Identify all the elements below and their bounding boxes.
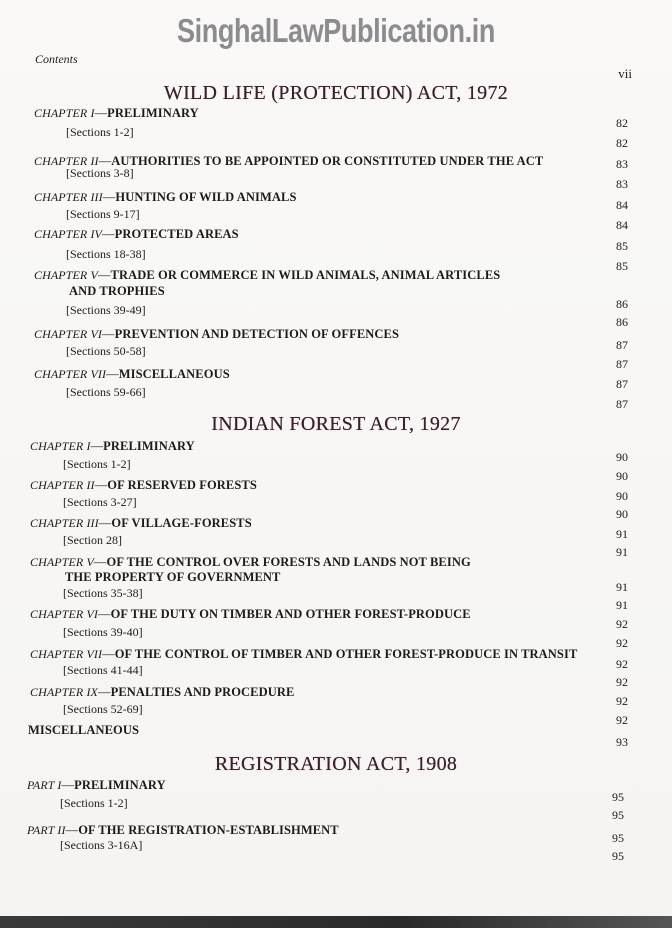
- act-title-wild-life: WILD LIFE (PROTECTION) ACT, 1972: [163, 82, 509, 104]
- page-number: 92: [616, 636, 628, 650]
- page-number: 91: [616, 527, 628, 541]
- chapter-title: AUTHORITIES TO BE APPOINTED OR CONSTITUTED UNDER THE ACT: [111, 154, 544, 168]
- chapter-title-continuation: [65, 570, 280, 585]
- chapter-title: PENALTIES AND PROCEDURE: [110, 685, 295, 699]
- toc-entry[interactable]: [30, 555, 471, 570]
- chapter-number: CHAPTER I: [34, 106, 95, 120]
- section-range: [Sections 35-38]: [63, 586, 143, 600]
- em-dash: —: [98, 154, 112, 168]
- em-dash: —: [65, 823, 79, 837]
- page-number: 82: [616, 136, 628, 150]
- toc-entry[interactable]: [30, 439, 195, 454]
- toc-entry[interactable]: [30, 516, 252, 531]
- chapter-title: MISCELLANEOUS: [28, 723, 140, 737]
- chapter-title-continuation: [69, 284, 165, 299]
- toc-entry[interactable]: [34, 190, 297, 205]
- chapter-title: TRADE OR COMMERCE IN WILD ANIMALS, ANIMAL ARTICLES: [110, 268, 501, 282]
- page-number: 87: [616, 377, 628, 391]
- section-range: [Sections 59-66]: [66, 385, 146, 399]
- toc-entry[interactable]: [30, 647, 577, 662]
- page-number: 92: [616, 675, 628, 689]
- scan-edge: [0, 916, 672, 928]
- chapter-number: CHAPTER VII: [30, 647, 103, 661]
- page-number: 90: [616, 469, 628, 483]
- page-number: 87: [616, 338, 628, 352]
- section-range: [Sections 52-69]: [63, 702, 143, 716]
- part-number: PART II: [27, 823, 66, 837]
- chapter-title: PRELIMINARY: [107, 106, 199, 120]
- act-title-registration: REGISTRATION ACT, 1908: [214, 753, 458, 775]
- part-number: PART I: [27, 778, 62, 792]
- page-number: 92: [616, 713, 628, 727]
- em-dash: —: [102, 190, 116, 204]
- chapter-number: CHAPTER VI: [34, 327, 102, 341]
- page-number: 95: [612, 831, 624, 845]
- section-range: [Sections 1-2]: [60, 796, 128, 810]
- chapter-title: OF THE CONTROL OF TIMBER AND OTHER FOREST-PRODUCE IN TRANSIT: [114, 647, 578, 661]
- toc-entry[interactable]: [27, 823, 339, 838]
- page-number: 90: [616, 507, 628, 521]
- section-range: [Sections 1-2]: [63, 457, 131, 471]
- section-range: [Sections 39-40]: [63, 625, 143, 639]
- em-dash: —: [106, 367, 119, 381]
- running-header: Contents: [35, 52, 78, 66]
- page-number: 83: [616, 157, 628, 171]
- em-dash: —: [98, 685, 111, 699]
- page-number: 86: [616, 297, 628, 311]
- em-dash: —: [90, 439, 104, 453]
- toc-entry[interactable]: [30, 607, 471, 622]
- section-range: [Sections 1-2]: [66, 125, 134, 139]
- em-dash: —: [102, 647, 115, 661]
- part-title: PRELIMINARY: [74, 778, 166, 792]
- chapter-title: PROTECTED AREAS: [114, 227, 239, 241]
- em-dash: —: [94, 106, 108, 120]
- em-dash: —: [97, 268, 111, 282]
- page-number: 92: [616, 617, 628, 631]
- toc-entry[interactable]: [34, 106, 199, 121]
- chapter-title: MISCELLANEOUS: [118, 367, 230, 381]
- em-dash: —: [102, 227, 115, 241]
- page-number: 86: [616, 315, 628, 329]
- chapter-title: OF THE DUTY ON TIMBER AND OTHER FOREST-PRODUCE: [110, 607, 471, 621]
- chapter-number: CHAPTER V: [30, 555, 94, 569]
- section-range: [Sections 39-49]: [66, 303, 146, 317]
- chapter-number: CHAPTER III: [30, 516, 99, 530]
- chapter-number: CHAPTER IV: [34, 227, 102, 241]
- chapter-number: CHAPTER VI: [30, 607, 98, 621]
- chapter-number: CHAPTER V: [34, 268, 98, 282]
- toc-entry[interactable]: [30, 685, 294, 700]
- page-number: 90: [616, 450, 628, 464]
- watermark: SinghalLawPublication.in: [177, 12, 495, 49]
- chapter-number: CHAPTER II: [30, 478, 95, 492]
- chapter-title: PRELIMINARY: [103, 439, 195, 453]
- section-range: [Sections 3-27]: [63, 495, 137, 509]
- chapter-number: CHAPTER VII: [34, 367, 107, 381]
- chapter-number: CHAPTER II: [34, 154, 99, 168]
- chapter-title: OF RESERVED FORESTS: [107, 478, 257, 492]
- chapter-number: CHAPTER IX: [30, 685, 98, 699]
- page-number: 84: [616, 218, 628, 232]
- chapter-title: HUNTING OF WILD ANIMALS: [115, 190, 297, 204]
- page-number: 87: [616, 397, 628, 411]
- section-range: [Sections 3-16A]: [60, 838, 143, 852]
- toc-entry[interactable]: [28, 723, 139, 738]
- page-number: 82: [616, 116, 628, 130]
- em-dash: —: [93, 555, 107, 569]
- page-number: 95: [612, 790, 624, 804]
- toc-entry[interactable]: [34, 327, 399, 342]
- page-number: 83: [616, 177, 628, 191]
- section-range: [Section 28]: [63, 533, 122, 547]
- toc-entry[interactable]: [34, 367, 230, 382]
- chapter-title: THE PROPERTY OF GOVERNMENT: [65, 570, 281, 584]
- page-number: 87: [616, 357, 628, 371]
- toc-entry[interactable]: [34, 268, 500, 283]
- toc-entry[interactable]: [34, 227, 239, 242]
- section-range: [Sections 50-58]: [66, 344, 146, 358]
- chapter-number: CHAPTER III: [34, 190, 103, 204]
- page-number-roman: vii: [618, 66, 632, 81]
- em-dash: —: [102, 327, 115, 341]
- em-dash: —: [94, 478, 108, 492]
- page-number: 91: [616, 598, 628, 612]
- section-range: [Sections 41-44]: [63, 663, 143, 677]
- chapter-title: OF THE CONTROL OVER FORESTS AND LANDS NOT BEING: [106, 555, 471, 569]
- page-number: 95: [612, 849, 624, 863]
- page-number: 91: [616, 580, 628, 594]
- page-number: 91: [616, 545, 628, 559]
- page-number: 95: [612, 808, 624, 822]
- page-number: 90: [616, 489, 628, 503]
- chapter-title: PREVENTION AND DETECTION OF OFFENCES: [114, 327, 400, 341]
- chapter-title: OF VILLAGE-FORESTS: [111, 516, 252, 530]
- page-number: 85: [616, 259, 628, 273]
- section-range: [Sections 3-8]: [66, 166, 134, 180]
- section-range: [Sections 18-38]: [66, 247, 146, 261]
- em-dash: —: [98, 516, 112, 530]
- page-number: 93: [616, 735, 628, 749]
- toc-entry[interactable]: [30, 478, 257, 493]
- act-title-indian-forest: INDIAN FOREST ACT, 1927: [211, 413, 461, 435]
- page-number: 92: [616, 694, 628, 708]
- part-title: OF THE REGISTRATION-ESTABLISHMENT: [78, 823, 339, 837]
- chapter-number: CHAPTER I: [30, 439, 91, 453]
- em-dash: —: [61, 778, 75, 792]
- page-number: 85: [616, 239, 628, 253]
- page-number: 92: [616, 657, 628, 671]
- toc-entry[interactable]: [27, 778, 166, 793]
- page-number: 84: [616, 198, 628, 212]
- em-dash: —: [98, 607, 111, 621]
- section-range: [Sections 9-17]: [66, 207, 140, 221]
- chapter-title: AND TROPHIES: [69, 284, 165, 298]
